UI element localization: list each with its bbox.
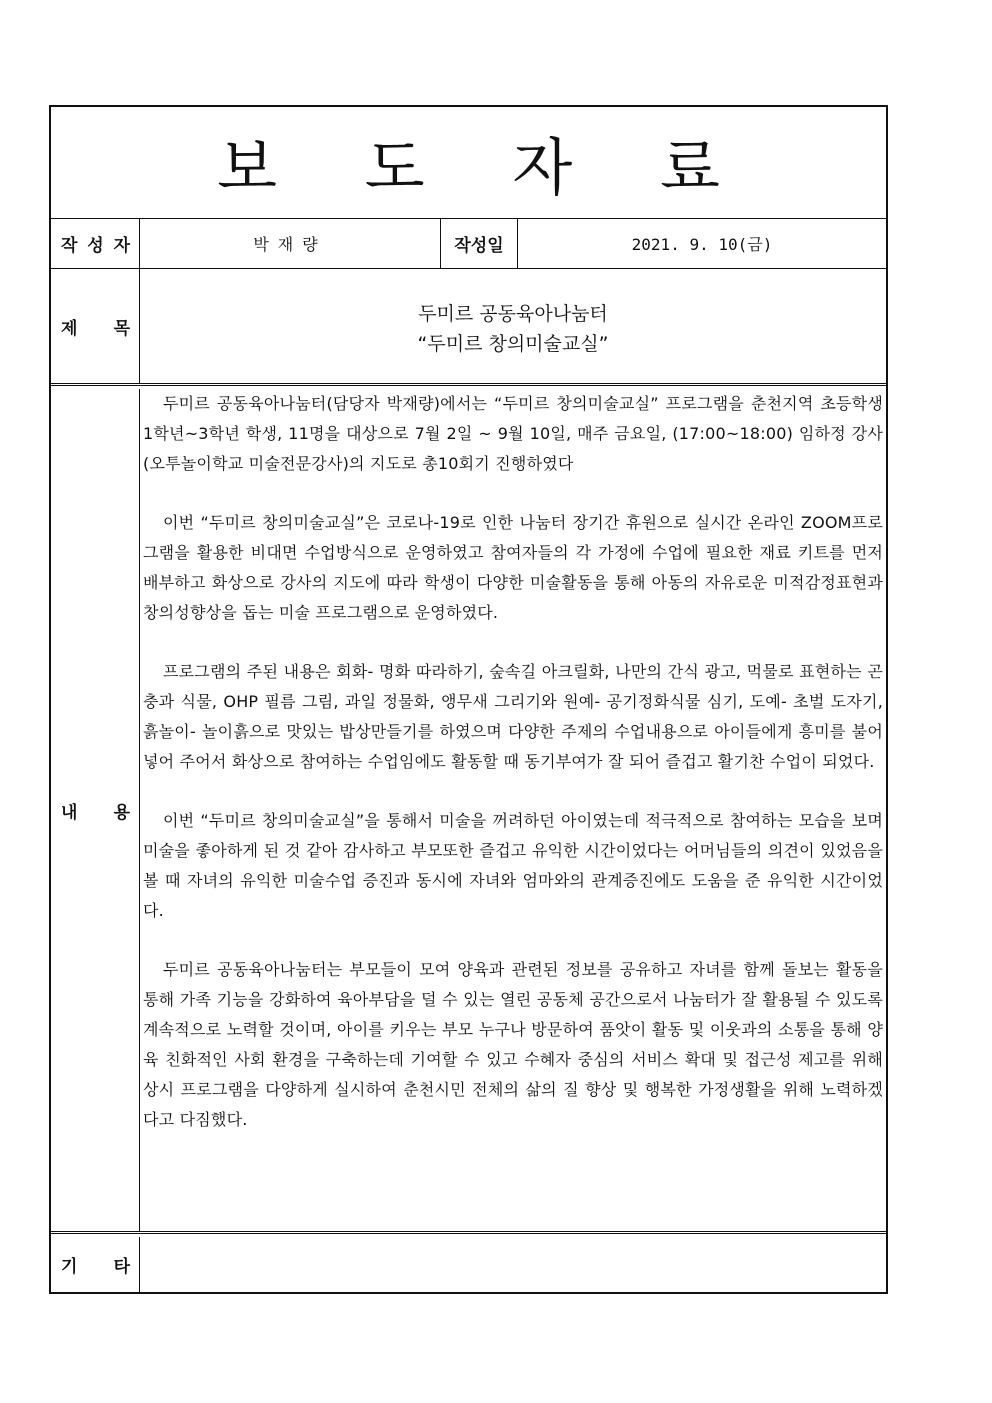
content-paragraph: 두미르 공동육아나눔터(담당자 박재량)에서는 “두미르 창의미술교실” 프로그램을 춘천지역 초등학생 1학년~3학년 학생, 11명을 대상으로 7월 2일 ~ 9월 10일, 매주 금요일, (17:00~18:00) 임하정 강사(오투놀이학교 미술전문강사)의 지도로 총10회기 진행하였다 xyxy=(143,394,883,473)
author-label xyxy=(51,219,140,268)
subject-row xyxy=(51,269,886,386)
subject-label-char: 목 xyxy=(113,318,130,339)
title-row xyxy=(51,107,886,219)
content-label xyxy=(51,389,140,1231)
author-row xyxy=(51,219,886,269)
author-value: 박재량 xyxy=(140,219,441,268)
subject-value xyxy=(140,269,886,383)
etc-label xyxy=(51,1237,140,1292)
etc-value xyxy=(140,1237,886,1292)
content-paragraph: 두미르 공동육아나눔터는 부모들이 모여 양육과 관련된 정보를 공유하고 자녀를 함께 돌보는 활동을 통해 가족 기능을 강화하여 육아부담을 덜 수 있는 열린 공동체 공간으로서 나눔터가 잘 활용될 수 있도록 계속적으로 노력할 것이며, 아이를 키우는 부모 누구나 방문하여 품앗이 활동 및 이웃과의 소통을 통해 양육 친화적인 사회 환경을 구축하는데 기여할 수 있고 수혜자 중심의 서비스 확대 및 접근성 제고를 위해 상시 프로그램을 다양하게 실시하여 춘천시민 전체의 삶의 질 향상 및 행복한 가정생활을 위해 노력하겠다고 다짐했다. xyxy=(143,960,883,1129)
content-row xyxy=(51,389,886,1234)
subject-line-2: “두미르 창의미술교실” xyxy=(417,333,609,355)
content-label-char: 용 xyxy=(113,802,130,823)
content-paragraph: 이번 “두미르 창의미술교실”은 코로나-19로 인한 나눔터 장기간 휴원으로 실시간 온라인 ZOOM프로그램을 활용한 비대면 수업방식으로 운영하였고 참여자들의 각 가정에 수업에 필요한 재료 키트를 먼저 배부하고 화상으로 강사의 지도에 따라 학생이 다양한 미술활동을 통해 아동의 자유로운 미적감정표현과 창의성향상을 돕는 미술 프로그램으로 운영하였다. xyxy=(143,513,883,622)
etc-label-char: 기 xyxy=(61,1257,78,1277)
subject-line-1: 두미르 공동육아나눔터 xyxy=(418,303,608,325)
date-value: 2021. 9. 10(금) xyxy=(631,235,773,254)
date-label: 작성일 xyxy=(441,219,518,268)
content-body xyxy=(140,389,886,1231)
content-paragraph: 프로그램의 주된 내용은 회화- 명화 따라하기, 숲속길 아크릴화, 나만의 간식 광고, 먹물로 표현하는 곤충과 식물, OHP 필름 그림, 과일 정물화, 앵무새 그리기와 원예- 공기정화식물 심기, 도예- 초벌 도자기, 흙놀이- 놀이흙으로 맛있는 밥상만들기를 하였으며 다양한 주제의 수업내용으로 아이들에게 흥미를 불어넣어 주어서 화상으로 참여하는 수업임에도 활동할 때 동기부여가 잘 되어 즐겁고 활기찬 수업이 되었다. xyxy=(143,662,883,771)
subject-label xyxy=(51,269,140,383)
author-label-char: 자 xyxy=(113,236,130,256)
author-label-char: 작 xyxy=(61,236,78,256)
press-release-form xyxy=(49,105,888,1294)
etc-row xyxy=(51,1237,886,1292)
author-label-char: 성 xyxy=(87,236,104,256)
etc-label-char: 타 xyxy=(113,1257,130,1277)
content-paragraph: 이번 “두미르 창의미술교실”을 통해서 미술을 꺼려하던 아이였는데 적극적으로 참여하는 모습을 보며 미술을 좋아하게 된 것 같아 감사하고 부모또한 즐겁고 유익한 시간이었다는 어머님들의 의견이 있었음을 볼 때 자녀의 유익한 미술수업 증진과 동시에 자녀와 엄마와의 관계증진에도 도움을 준 유익한 시간이었다. xyxy=(143,811,883,920)
subject-label-char: 제 xyxy=(61,318,78,339)
content-label-char: 내 xyxy=(61,802,78,823)
document-title: 보 도 자 료 xyxy=(217,131,754,204)
